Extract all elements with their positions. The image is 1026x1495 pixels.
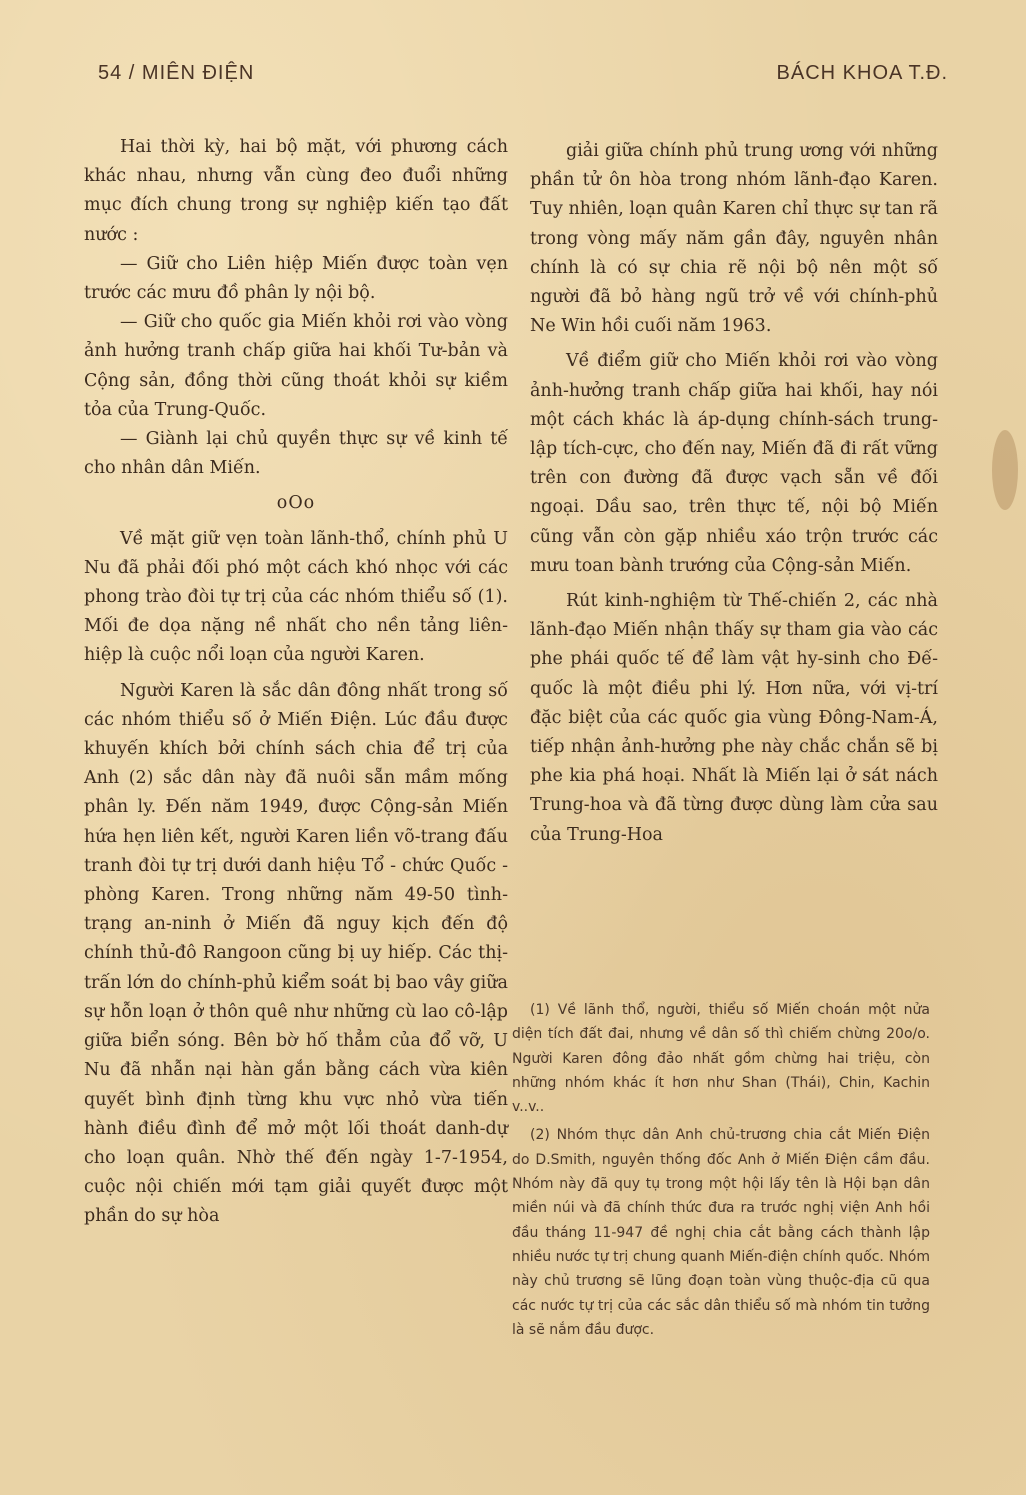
right-column [530,137,938,850]
header-publication: BÁCH KHOA T.Đ. [776,62,948,84]
header-page-section: 54 / MIÊN ĐIỆN [98,62,255,84]
paragraph: — Giữ cho quốc gia Miến khỏi rơi vào vòng ảnh hưởng tranh chấp giữa hai khối Tư-bản và Cộng sản, đồng thời cũng thoát khỏi sự kiềm tỏa của Trung-Quốc. [84,312,508,420]
footnote: (2) Nhóm thực dân Anh chủ-trương chia cắt Miến Điện do D.Smith, nguyên thống đốc Anh ở Miến Điện cầm đầu. Nhóm này đã quy tụ trong một hội lấy tên là Hội bạn dân miền núi và đã chính thức đưa ra trước nghị viện Anh hồi đầu tháng 11-947 đề nghị chia cắt bằng cách thành lập nhiều nước tự trị chung quanh Miến-điện chính quốc. Nhóm này chủ trương sẽ lũng đoạn toàn vùng thuộc-địa cũ qua các nước tự trị của các sắc dân thiểu số mà nhóm tin tưởng là sẽ nắm đầu được. [512,1127,930,1338]
paragraph: Về mặt giữ vẹn toàn lãnh-thổ, chính phủ U Nu đã phải đối phó một cách khó nhọc với các phong trào đòi tự trị của các nhóm thiểu số (1). Mối đe dọa nặng nề nhất cho nền tảng liên-hiệp là cuộc nổi loạn của người Karen. [84,528,508,666]
paragraph: Hai thời kỳ, hai bộ mặt, với phương cách khác nhau, nhưng vẫn cùng đeo đuổi những mục đích chung trong sự nghiệp kiến tạo đất nước : [84,137,508,245]
footnotes [512,998,930,1346]
paragraph: Người Karen là sắc dân đông nhất trong số các nhóm thiểu số ở Miến Điện. Lúc đầu được khuyến khích bởi chính sách chia để trị của Anh (2) sắc dân này đã nuôi sẵn mầm mống phân ly. Đến năm 1949, được Cộng-sản Miến hứa hẹn liên kết, người Karen liền võ-trang đấu tranh đòi tự trị dưới danh hiệu Tổ - chức Quốc - phòng Karen. Trong những năm 49-50 tình-trạng an-ninh ở Miến đã nguy kịch đến độ chính thủ-đô Rangoon cũng bị uy hiếp. Các thị-trấn lớn do chính-phủ kiểm soát bị bao vây giữa sự hỗn loạn ở thôn quê như những cù lao cô-lập giữa biển sóng. Bên bờ hố thẳm của đổ vỡ, U Nu đã nhẫn nại hàn gắn bằng cách vừa kiên quyết bình định từng khu vực nhỏ vừa tiến hành điều đình để mở một lối thoát danh-dự cho loạn quân. Nhờ thế đến ngày 1-7-1954, cuộc nội chiến mới tạm giải quyết được một phần do sự hòa [84,680,508,1227]
paragraph: Rút kinh-nghiệm từ Thế-chiến 2, các nhà lãnh-đạo Miến nhận thấy sự tham gia vào các phe phái quốc tế để làm vật hy-sinh cho Đế-quốc là một điều phi lý. Hơn nữa, với vị-trí đặc biệt của các quốc gia vùng Đông-Nam-Á, tiếp nhận ảnh-hưởng phe này chắc chắn sẽ bị phe kia phá hoại. Nhất là Miến lại ở sát nách Trung-hoa và đã từng được dùng làm cửa sau của Trung-Hoa [530,591,938,845]
paragraph: — Giữ cho Liên hiệp Miến được toàn vẹn trước các mưu đồ phân ly nội bộ. [84,253,508,304]
page-header [98,62,948,92]
left-column [84,133,508,1232]
section-ornament: oOo [276,493,316,514]
paragraph: — Giành lại chủ quyền thực sự về kinh tế cho nhân dân Miến. [84,429,508,479]
footnote: (1) Về lãnh thổ, người, thiểu số Miến choán một nửa diện tích đất đai, nhưng về dân số thì chiếm chừng 20o/o. Người Karen đông đảo nhất gồm chừng hai triệu, còn những nhóm khác ít hơn như Shan (Thái), Chin, Kachin v..v.. [512,1002,930,1116]
paragraph: giải giữa chính phủ trung ương với những phần tử ôn hòa trong nhóm lãnh-đạo Karen. Tuy nhiên, loạn quân Karen chỉ thực sự tan rã trong vòng mấy năm gần đây, nguyên nhân chính là có sự chia rẽ nội bộ nên một số người đã bỏ hàng ngũ trở về với chính-phủ Ne Win hồi cuối năm 1963. [530,141,938,337]
paragraph: Về điểm giữ cho Miến khỏi rơi vào vòng ảnh-hưởng tranh chấp giữa hai khối, hay nói một cách khác là áp-dụng chính-sách trung-lập tích-cực, cho đến nay, Miến đã đi rất vững trên con đường đã được vạch sẵn về đối ngoại. Dầu sao, trên thực tế, nội bộ Miến cũng vẫn còn gặp nhiều xáo trộn trước các mưu toan bành trướng của Cộng-sản Miến. [530,351,938,576]
paper-stain [992,430,1018,510]
